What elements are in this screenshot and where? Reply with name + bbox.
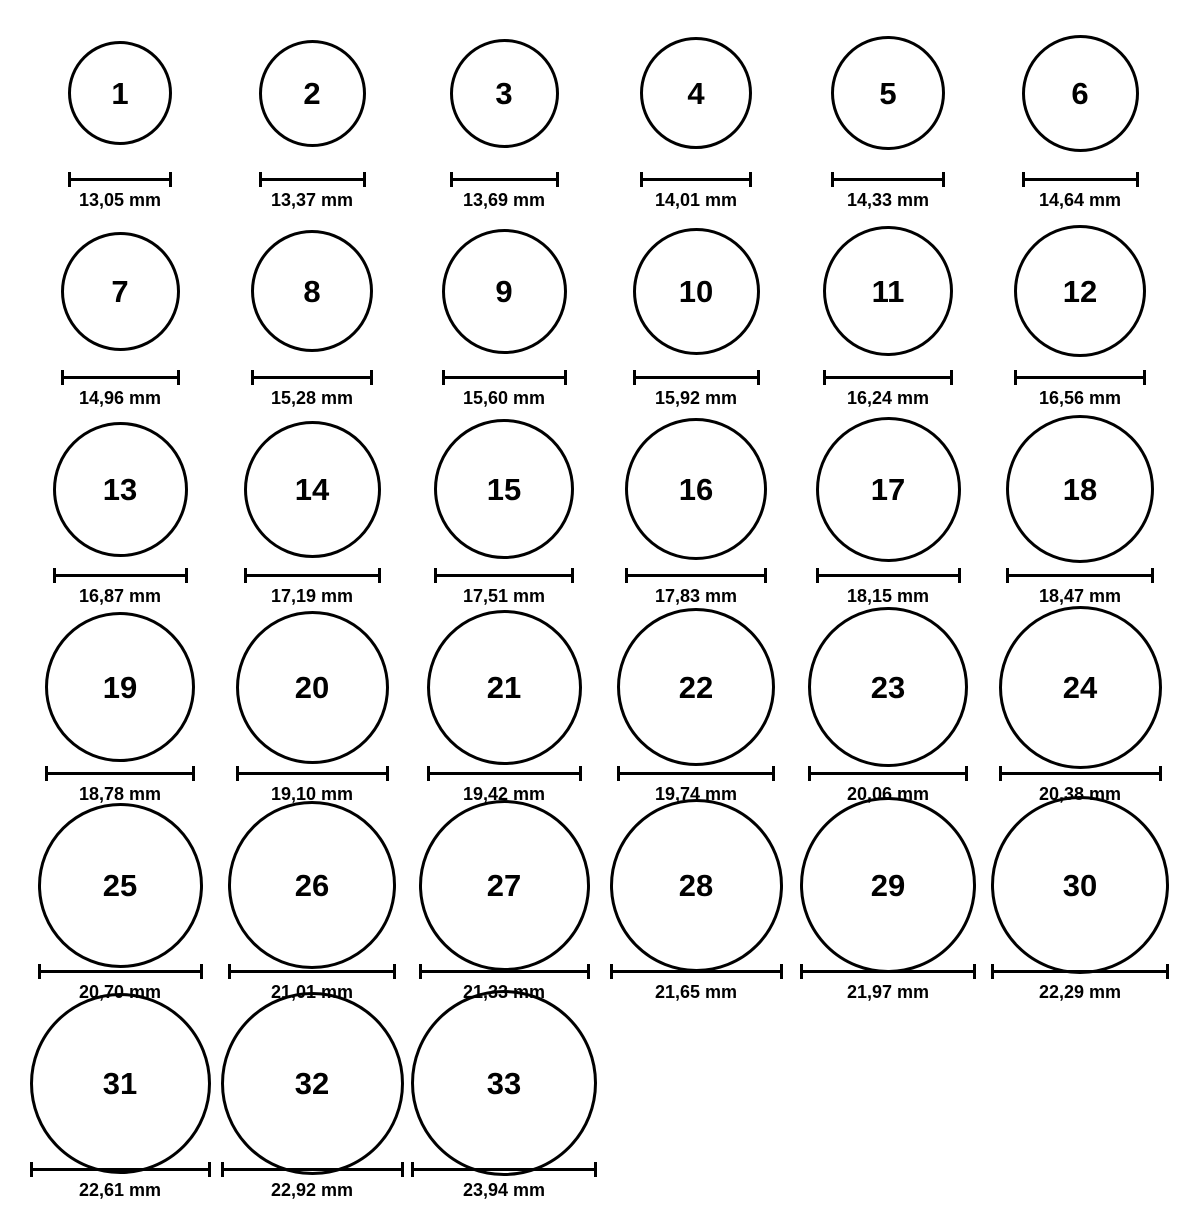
ring-circle-icon bbox=[1006, 415, 1154, 563]
diameter-label: 22,29 mm bbox=[1038, 982, 1122, 1002]
ring-circle-wrap bbox=[617, 612, 775, 762]
measure-tick-left bbox=[1014, 370, 1017, 385]
ring-size-number: 29 bbox=[870, 867, 906, 903]
measure-tick-left bbox=[53, 568, 56, 583]
measure-tick-left bbox=[244, 568, 247, 583]
measure-tick-left bbox=[236, 766, 239, 781]
measure-line bbox=[251, 376, 373, 379]
measure-line bbox=[30, 1168, 211, 1171]
measure-tick-right bbox=[185, 568, 188, 583]
measure-tick-left bbox=[228, 964, 231, 979]
diameter-measure-bar bbox=[1006, 568, 1154, 582]
measure-line bbox=[228, 970, 396, 973]
measure-line bbox=[808, 772, 968, 775]
ring-circle-wrap bbox=[38, 810, 203, 960]
ring-circle-wrap bbox=[259, 18, 366, 168]
ring-circle-wrap bbox=[442, 216, 567, 366]
ring-size-number: 11 bbox=[871, 273, 905, 309]
ring-size-number: 28 bbox=[678, 867, 714, 903]
diameter-measure-bar bbox=[61, 370, 180, 384]
ring-circle-wrap bbox=[30, 1008, 211, 1158]
ring-size-cell bbox=[24, 810, 216, 1008]
measure-tick-right bbox=[579, 766, 582, 781]
ring-size-cell bbox=[792, 18, 984, 216]
measure-tick-right bbox=[378, 568, 381, 583]
measure-tick-right bbox=[386, 766, 389, 781]
measure-tick-left bbox=[1022, 172, 1025, 187]
measure-tick-right bbox=[757, 370, 760, 385]
ring-circle-icon bbox=[45, 612, 195, 762]
ring-circle-icon bbox=[617, 608, 775, 766]
ring-size-cell bbox=[216, 1008, 408, 1206]
ring-circle-wrap bbox=[816, 414, 961, 564]
measure-tick-left bbox=[617, 766, 620, 781]
measure-tick-right bbox=[1159, 766, 1162, 781]
ring-circle-icon bbox=[427, 610, 582, 765]
ring-size-number: 27 bbox=[486, 867, 522, 903]
diameter-label: 15,28 mm bbox=[270, 388, 354, 408]
measure-line bbox=[38, 970, 203, 973]
measure-tick-right bbox=[370, 370, 373, 385]
ring-circle-icon bbox=[1014, 225, 1146, 357]
diameter-label: 15,60 mm bbox=[462, 388, 546, 408]
ring-size-cell bbox=[600, 414, 792, 612]
ring-circle-wrap bbox=[625, 414, 767, 564]
measure-line bbox=[816, 574, 961, 577]
ring-circle-wrap bbox=[419, 810, 590, 960]
diameter-label: 13,05 mm bbox=[78, 190, 162, 210]
measure-tick-right bbox=[363, 172, 366, 187]
measure-line bbox=[831, 178, 945, 181]
ring-circle-wrap bbox=[427, 612, 582, 762]
measure-tick-left bbox=[61, 370, 64, 385]
measure-tick-left bbox=[419, 964, 422, 979]
diameter-label: 18,47 mm bbox=[1038, 586, 1122, 606]
ring-size-cell bbox=[984, 810, 1176, 1008]
ring-size-cell bbox=[408, 18, 600, 216]
ring-circle-icon bbox=[800, 797, 976, 973]
diameter-measure-bar bbox=[450, 172, 559, 186]
ring-circle-icon bbox=[228, 801, 396, 969]
ring-size-cell bbox=[408, 216, 600, 414]
ring-size-number: 24 bbox=[1062, 669, 1098, 705]
ring-size-number: 7 bbox=[111, 273, 129, 309]
diameter-measure-bar bbox=[633, 370, 760, 384]
ring-size-number: 16 bbox=[678, 471, 714, 507]
diameter-label: 19,74 mm bbox=[654, 784, 738, 804]
diameter-measure-bar bbox=[808, 766, 968, 780]
diameter-measure-bar bbox=[999, 766, 1162, 780]
measure-line bbox=[45, 772, 195, 775]
ring-circle-icon bbox=[633, 228, 760, 355]
ring-circle-icon bbox=[808, 607, 968, 767]
diameter-measure-bar bbox=[442, 370, 567, 384]
diameter-measure-bar bbox=[816, 568, 961, 582]
ring-circle-icon bbox=[53, 422, 188, 557]
measure-line bbox=[419, 970, 590, 973]
ring-size-cell bbox=[600, 18, 792, 216]
ring-size-number: 26 bbox=[294, 867, 330, 903]
diameter-label: 21,01 mm bbox=[270, 982, 354, 1002]
measure-line bbox=[617, 772, 775, 775]
diameter-measure-bar bbox=[640, 172, 752, 186]
ring-circle-wrap bbox=[610, 810, 783, 960]
diameter-measure-bar bbox=[411, 1162, 597, 1176]
diameter-label: 13,69 mm bbox=[462, 190, 546, 210]
diameter-label: 21,33 mm bbox=[462, 982, 546, 1002]
ring-size-number: 6 bbox=[1071, 75, 1089, 111]
ring-size-cell bbox=[792, 216, 984, 414]
measure-line bbox=[411, 1168, 597, 1171]
measure-tick-right bbox=[1136, 172, 1139, 187]
ring-size-cell bbox=[792, 612, 984, 810]
ring-circle-icon bbox=[1022, 35, 1139, 152]
measure-tick-left bbox=[1006, 568, 1009, 583]
measure-tick-left bbox=[450, 172, 453, 187]
measure-line bbox=[259, 178, 366, 181]
diameter-label: 20,70 mm bbox=[78, 982, 162, 1002]
ring-circle-wrap bbox=[244, 414, 381, 564]
diameter-measure-bar bbox=[427, 766, 582, 780]
ring-circle-wrap bbox=[823, 216, 953, 366]
ring-size-cell bbox=[408, 1008, 600, 1206]
ring-size-number: 18 bbox=[1062, 471, 1098, 507]
ring-circle-icon bbox=[640, 37, 752, 149]
ring-size-number: 1 bbox=[111, 75, 129, 111]
measure-tick-left bbox=[38, 964, 41, 979]
ring-size-cell bbox=[408, 810, 600, 1008]
measure-line bbox=[991, 970, 1169, 973]
measure-tick-right bbox=[942, 172, 945, 187]
ring-size-cell bbox=[24, 18, 216, 216]
measure-tick-left bbox=[45, 766, 48, 781]
ring-size-cell bbox=[984, 216, 1176, 414]
ring-size-number: 30 bbox=[1062, 867, 1098, 903]
diameter-label: 14,96 mm bbox=[78, 388, 162, 408]
ring-size-number: 22 bbox=[678, 669, 714, 705]
ring-size-number: 23 bbox=[870, 669, 906, 705]
diameter-measure-bar bbox=[419, 964, 590, 978]
ring-circle-wrap bbox=[1022, 18, 1139, 168]
ring-size-cell bbox=[216, 216, 408, 414]
measure-tick-right bbox=[958, 568, 961, 583]
ring-circle-wrap bbox=[831, 18, 945, 168]
ring-circle-icon bbox=[259, 40, 366, 147]
ring-circle-wrap bbox=[800, 810, 976, 960]
diameter-measure-bar bbox=[30, 1162, 211, 1176]
diameter-measure-bar bbox=[610, 964, 783, 978]
diameter-measure-bar bbox=[434, 568, 574, 582]
ring-circle-wrap bbox=[411, 1008, 597, 1158]
ring-circle-icon bbox=[816, 417, 961, 562]
ring-circle-icon bbox=[450, 39, 559, 148]
measure-line bbox=[640, 178, 752, 181]
ring-size-number: 5 bbox=[879, 75, 897, 111]
ring-circle-icon bbox=[30, 993, 211, 1174]
measure-tick-left bbox=[442, 370, 445, 385]
ring-circle-wrap bbox=[53, 414, 188, 564]
diameter-label: 14,33 mm bbox=[846, 190, 930, 210]
measure-line bbox=[1022, 178, 1139, 181]
diameter-measure-bar bbox=[831, 172, 945, 186]
ring-size-cell bbox=[984, 18, 1176, 216]
diameter-measure-bar bbox=[244, 568, 381, 582]
measure-line bbox=[221, 1168, 404, 1171]
measure-tick-right bbox=[192, 766, 195, 781]
measure-tick-right bbox=[772, 766, 775, 781]
ring-size-cell bbox=[24, 414, 216, 612]
ring-circle-icon bbox=[625, 418, 767, 560]
measure-tick-left bbox=[434, 568, 437, 583]
ring-size-cell bbox=[216, 612, 408, 810]
ring-circle-wrap bbox=[999, 612, 1162, 762]
diameter-measure-bar bbox=[38, 964, 203, 978]
measure-tick-right bbox=[587, 964, 590, 979]
diameter-measure-bar bbox=[1022, 172, 1139, 186]
ring-size-number: 31 bbox=[102, 1065, 138, 1101]
diameter-label: 18,78 mm bbox=[78, 784, 162, 804]
measure-line bbox=[434, 574, 574, 577]
ring-circle-icon bbox=[434, 419, 574, 559]
measure-line bbox=[1014, 376, 1146, 379]
diameter-measure-bar bbox=[53, 568, 188, 582]
diameter-label: 14,01 mm bbox=[654, 190, 738, 210]
ring-circle-wrap bbox=[633, 216, 760, 366]
measure-tick-left bbox=[610, 964, 613, 979]
diameter-label: 16,87 mm bbox=[78, 586, 162, 606]
ring-size-cell bbox=[408, 612, 600, 810]
ring-size-cell bbox=[408, 414, 600, 612]
measure-tick-right bbox=[169, 172, 172, 187]
diameter-label: 19,10 mm bbox=[270, 784, 354, 804]
diameter-label: 18,15 mm bbox=[846, 586, 930, 606]
measure-tick-left bbox=[427, 766, 430, 781]
ring-circle-icon bbox=[999, 606, 1162, 769]
measure-tick-left bbox=[640, 172, 643, 187]
ring-circle-wrap bbox=[991, 810, 1169, 960]
ring-circle-wrap bbox=[236, 612, 389, 762]
measure-tick-left bbox=[808, 766, 811, 781]
measure-line bbox=[450, 178, 559, 181]
measure-tick-right bbox=[594, 1162, 597, 1177]
diameter-measure-bar bbox=[221, 1162, 404, 1176]
ring-size-number: 25 bbox=[102, 867, 138, 903]
ring-size-cell bbox=[984, 612, 1176, 810]
measure-tick-right bbox=[571, 568, 574, 583]
measure-tick-left bbox=[800, 964, 803, 979]
diameter-label: 17,19 mm bbox=[270, 586, 354, 606]
ring-size-number: 3 bbox=[495, 75, 513, 111]
diameter-measure-bar bbox=[991, 964, 1169, 978]
ring-size-cell bbox=[984, 414, 1176, 612]
ring-size-grid bbox=[24, 18, 1176, 1206]
ring-size-number: 10 bbox=[678, 273, 714, 309]
measure-line bbox=[625, 574, 767, 577]
ring-circle-icon bbox=[610, 799, 783, 972]
ring-circle-icon bbox=[68, 41, 172, 145]
measure-line bbox=[427, 772, 582, 775]
measure-tick-left bbox=[823, 370, 826, 385]
ring-size-number: 13 bbox=[102, 471, 138, 507]
measure-tick-right bbox=[749, 172, 752, 187]
diameter-measure-bar bbox=[617, 766, 775, 780]
diameter-measure-bar bbox=[800, 964, 976, 978]
diameter-measure-bar bbox=[68, 172, 172, 186]
measure-tick-left bbox=[221, 1162, 224, 1177]
ring-size-number: 9 bbox=[495, 273, 513, 309]
measure-line bbox=[244, 574, 381, 577]
measure-tick-right bbox=[1151, 568, 1154, 583]
ring-circle-wrap bbox=[808, 612, 968, 762]
ring-size-number: 14 bbox=[294, 471, 330, 507]
measure-tick-right bbox=[401, 1162, 404, 1177]
ring-circle-icon bbox=[236, 611, 389, 764]
diameter-measure-bar bbox=[45, 766, 195, 780]
ring-size-cell bbox=[600, 810, 792, 1008]
measure-tick-left bbox=[411, 1162, 414, 1177]
measure-tick-right bbox=[177, 370, 180, 385]
ring-size-number: 4 bbox=[687, 75, 705, 111]
diameter-label: 19,42 mm bbox=[462, 784, 546, 804]
ring-circle-wrap bbox=[221, 1008, 404, 1158]
ring-circle-icon bbox=[823, 226, 953, 356]
ring-circle-wrap bbox=[1014, 216, 1146, 366]
ring-size-cell bbox=[792, 810, 984, 1008]
measure-tick-right bbox=[764, 568, 767, 583]
ring-size-number: 15 bbox=[486, 471, 522, 507]
diameter-label: 23,94 mm bbox=[462, 1180, 546, 1200]
diameter-label: 16,56 mm bbox=[1038, 388, 1122, 408]
diameter-measure-bar bbox=[251, 370, 373, 384]
ring-circle-icon bbox=[419, 800, 590, 971]
ring-circle-wrap bbox=[450, 18, 559, 168]
measure-line bbox=[633, 376, 760, 379]
measure-tick-left bbox=[633, 370, 636, 385]
ring-size-cell bbox=[24, 612, 216, 810]
measure-line bbox=[68, 178, 172, 181]
ring-circle-wrap bbox=[251, 216, 373, 366]
ring-size-number: 12 bbox=[1062, 273, 1098, 309]
diameter-measure-bar bbox=[625, 568, 767, 582]
ring-size-cell bbox=[24, 216, 216, 414]
measure-tick-left bbox=[259, 172, 262, 187]
measure-tick-left bbox=[816, 568, 819, 583]
measure-line bbox=[236, 772, 389, 775]
ring-size-cell bbox=[600, 216, 792, 414]
ring-size-cell bbox=[216, 810, 408, 1008]
measure-line bbox=[999, 772, 1162, 775]
measure-line bbox=[610, 970, 783, 973]
diameter-measure-bar bbox=[823, 370, 953, 384]
diameter-label: 13,37 mm bbox=[270, 190, 354, 210]
ring-circle-icon bbox=[831, 36, 945, 150]
ring-size-number: 2 bbox=[303, 75, 321, 111]
ring-circle-icon bbox=[991, 796, 1169, 974]
diameter-measure-bar bbox=[1014, 370, 1146, 384]
measure-tick-right bbox=[965, 766, 968, 781]
ring-size-cell bbox=[216, 414, 408, 612]
measure-line bbox=[53, 574, 188, 577]
diameter-label: 21,97 mm bbox=[846, 982, 930, 1002]
measure-tick-left bbox=[68, 172, 71, 187]
measure-line bbox=[800, 970, 976, 973]
measure-tick-right bbox=[564, 370, 567, 385]
measure-tick-right bbox=[1143, 370, 1146, 385]
measure-tick-right bbox=[973, 964, 976, 979]
ring-circle-icon bbox=[221, 992, 404, 1175]
measure-tick-right bbox=[556, 172, 559, 187]
diameter-measure-bar bbox=[228, 964, 396, 978]
ring-size-cell bbox=[600, 612, 792, 810]
ring-size-number: 32 bbox=[294, 1065, 330, 1101]
ring-circle-wrap bbox=[434, 414, 574, 564]
diameter-label: 21,65 mm bbox=[654, 982, 738, 1002]
ring-circle-icon bbox=[411, 990, 597, 1176]
diameter-measure-bar bbox=[259, 172, 366, 186]
measure-tick-right bbox=[780, 964, 783, 979]
ring-size-number: 8 bbox=[303, 273, 321, 309]
measure-tick-left bbox=[999, 766, 1002, 781]
ring-circle-wrap bbox=[228, 810, 396, 960]
measure-tick-right bbox=[1166, 964, 1169, 979]
diameter-label: 14,64 mm bbox=[1038, 190, 1122, 210]
ring-circle-icon bbox=[251, 230, 373, 352]
measure-line bbox=[442, 376, 567, 379]
diameter-label: 22,61 mm bbox=[78, 1180, 162, 1200]
ring-size-number: 33 bbox=[486, 1065, 522, 1101]
measure-line bbox=[1006, 574, 1154, 577]
ring-circle-icon bbox=[442, 229, 567, 354]
diameter-label: 20,06 mm bbox=[846, 784, 930, 804]
ring-size-cell bbox=[792, 414, 984, 612]
ring-circle-icon bbox=[38, 803, 203, 968]
diameter-label: 22,92 mm bbox=[270, 1180, 354, 1200]
diameter-label: 20,38 mm bbox=[1038, 784, 1122, 804]
measure-line bbox=[61, 376, 180, 379]
ring-circle-wrap bbox=[61, 216, 180, 366]
measure-tick-left bbox=[30, 1162, 33, 1177]
measure-tick-right bbox=[200, 964, 203, 979]
ring-size-cell bbox=[216, 18, 408, 216]
diameter-label: 16,24 mm bbox=[846, 388, 930, 408]
measure-tick-left bbox=[831, 172, 834, 187]
diameter-measure-bar bbox=[236, 766, 389, 780]
ring-size-number: 20 bbox=[294, 669, 330, 705]
measure-tick-right bbox=[393, 964, 396, 979]
measure-tick-right bbox=[950, 370, 953, 385]
measure-line bbox=[823, 376, 953, 379]
ring-size-cell bbox=[24, 1008, 216, 1206]
diameter-label: 15,92 mm bbox=[654, 388, 738, 408]
diameter-label: 17,51 mm bbox=[462, 586, 546, 606]
ring-circle-icon bbox=[244, 421, 381, 558]
measure-tick-left bbox=[991, 964, 994, 979]
ring-circle-wrap bbox=[640, 18, 752, 168]
ring-circle-wrap bbox=[68, 18, 172, 168]
measure-tick-left bbox=[625, 568, 628, 583]
measure-tick-left bbox=[251, 370, 254, 385]
ring-size-number: 19 bbox=[102, 669, 138, 705]
measure-tick-right bbox=[208, 1162, 211, 1177]
ring-circle-wrap bbox=[1006, 414, 1154, 564]
ring-circle-wrap bbox=[45, 612, 195, 762]
ring-size-number: 21 bbox=[486, 669, 522, 705]
ring-circle-icon bbox=[61, 232, 180, 351]
ring-size-number: 17 bbox=[870, 471, 906, 507]
diameter-label: 17,83 mm bbox=[654, 586, 738, 606]
